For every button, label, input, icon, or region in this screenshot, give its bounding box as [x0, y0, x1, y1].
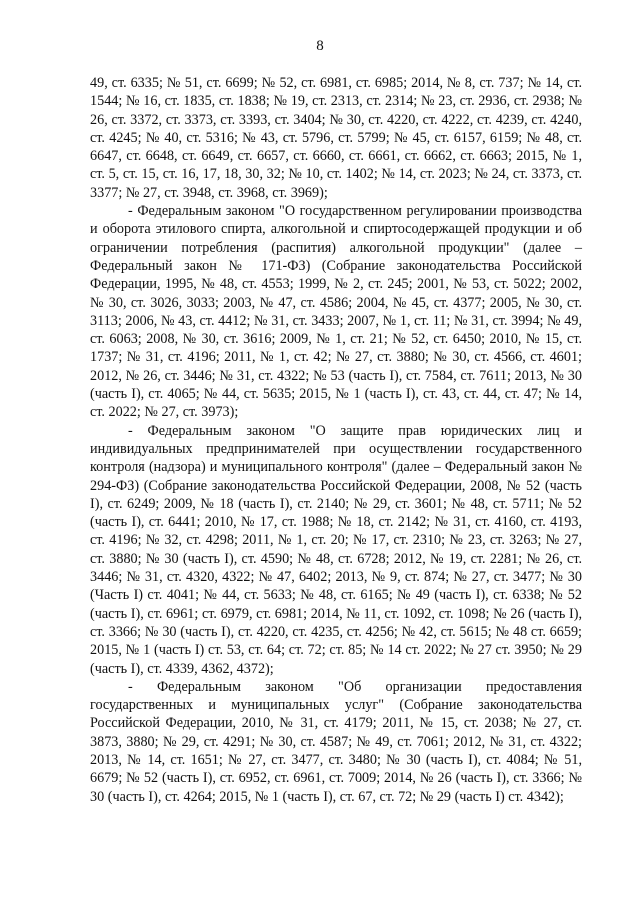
paragraph-law-public-services: - Федеральным законом "Об организации предоставления государственных и муниципальных услуг" (Собрание законодательства Российской Федерации, 2010, № 31, ст. 4179; 2011, № 15, ст. 2038; № 27, ст. 3873, 3880; № 29, ст. 4291; № 30, ст. 4587; № 49, ст. 7061; 2012, № 31, ст. 4322; 2013, № 14, ст. 1651; № 27, ст. 3477, ст. 3480; № 30 (часть I), ст. 4084; № 51, 6679; № 52 (часть I), ст. 6952, ст. 6961, ст. 7009; 2014, № 26 (часть I), ст. 3366; № 30 (часть I), ст. 4264; 2015, № 1 (часть I), ст. 67, ст. 72; № 29 (часть I) ст. 4342);: [90, 678, 582, 805]
paragraph-continued-citations: 49, ст. 6335; № 51, ст. 6699; № 52, ст. 6981, ст. 6985; 2014, № 8, ст. 737; № 14, ст. 1544; № 16, ст. 1835, ст. 1838; № 19, ст. 2313, ст. 2314; № 23, ст. 2936, ст. 2938; № 26, ст. 3372, ст. 3373, ст. 3393, ст. 3404; № 30, ст. 4220, ст. 4222, ст. 4239, ст. 4240, ст. 4245; № 40, ст. 5316; № 43, ст. 5796, ст. 5799; № 45, ст. 6157, 6159; № 48, ст. 6647, ст. 6648, ст. 6649, ст. 6657, ст. 6660, ст. 6661, ст. 6662, ст. 6663; 2015, № 1, ст. 5, ст. 15, ст. 16, 17, 18, 30, 32; № 10, ст. 1402; № 14, ст. 2023; № 24, ст. 3373, ст. 3377; № 27, ст. 3948, ст. 3968, ст. 3969);: [90, 75, 582, 201]
page-number: 8: [316, 38, 324, 54]
paragraph-law-171-fz: - Федеральным законом "О государственном регулировании производства и оборота этилового спирта, алкогольной и спиртосодержащей продукции и об ограничении потребления (распития) алкогольной продукции" (далее – Федеральный закон № 171-ФЗ) (Собрание законодательства Российской Федерации, 1995, № 48, ст. 4553; 1999, № 2, ст. 245; 2001, № 53, ст. 5022; 2002, № 30, ст. 3026, 3033; 2003, № 47, ст. 4586; 2004, № 45, ст. 4377; 2005, № 30, ст. 3113; 2006, № 43, ст. 4412; № 31, ст. 3433; 2007, № 1, ст. 11; № 31, ст. 3994; № 49, ст. 6063; 2008, № 30, ст. 3616; 2009, № 1, ст. 21; № 52, ст. 6450; 2010, № 15, ст. 1737; № 31, ст. 4196; 2011, № 1, ст. 42; № 27, ст. 3880; № 30, ст. 4566, ст. 4601; 2012, № 26, ст. 3446; № 31, ст. 4322; № 53 (часть I), ст. 7584, ст. 7611; 2013, № 30 (часть I), ст. 4065; № 44, ст. 5635; 2015, № 1 (часть I), ст. 43, ст. 44, ст. 47; № 14, ст. 2022; № 27, ст. 3973);: [90, 203, 582, 421]
paragraph-law-294-fz: - Федеральным законом "О защите прав юридических лиц и индивидуальных предпринимателей при осуществлении государственного контроля (надзора) и муниципального контроля" (далее – Федеральный закон № 294-ФЗ) (Собрание законодательства Российской Федерации, 2008, № 52 (часть I), ст. 6249; 2009, № 18 (часть I), ст. 2140; № 29, ст. 3601; № 48, ст. 5711; № 52 (часть I), ст. 6441; 2010, № 17, ст. 1988; № 18, ст. 2142; № 31, ст. 4160, ст. 4193, ст. 4196; № 32, ст. 4298; 2011, № 1, ст. 20; № 17, ст. 2310; № 23, ст. 3263; № 27, ст. 3880; № 30 (часть I), ст. 4590; № 48, ст. 6728; 2012, № 19, ст. 2281; № 26, ст. 3446; № 31, ст. 4320, 4322; № 47, 6402; 2013, № 9, ст. 874; № 27, ст. 3477; № 30 (Часть I) ст. 4041; № 44, ст. 5633; № 48, ст. 6165; № 49 (часть I), ст. 6338; № 52 (часть I), ст. 6961; ст. 6979, ст. 6981; 2014, № 11, ст. 1092, ст. 1098; № 26 (часть I), ст. 3366; № 30 (часть I), ст. 4220, ст. 4235, ст. 4256; № 42, ст. 5615; № 48 ст. 6659; 2015, № 1 (часть I) ст. 53, ст. 64; ст. 72; ст. 85; № 14 ст. 2022; № 27 ст. 3950; № 29 (часть I), ст. 4339, 4362, 4372);: [90, 422, 582, 677]
document-body: [90, 74, 582, 806]
